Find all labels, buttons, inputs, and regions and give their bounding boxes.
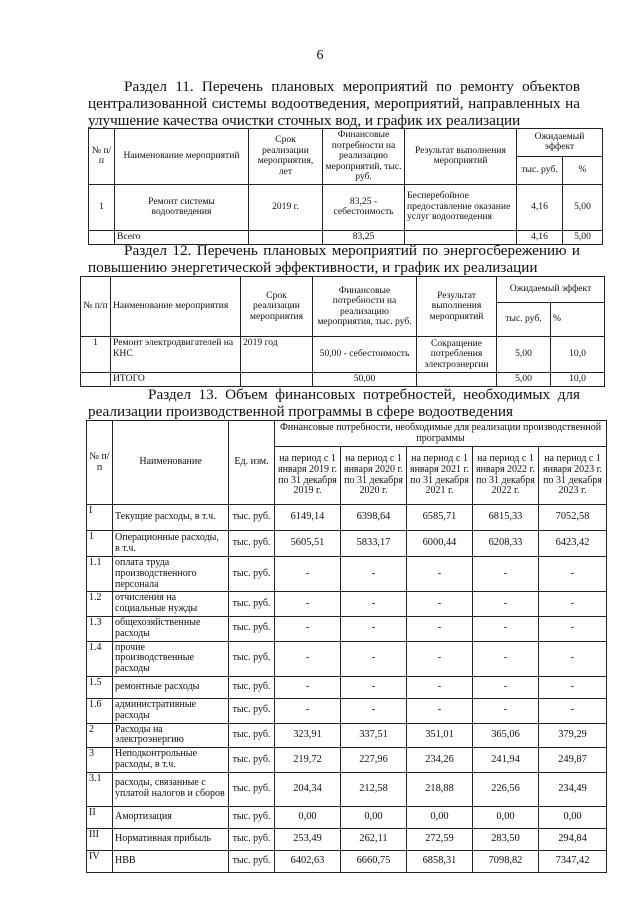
cell-name: прочие производственные расходы [113, 641, 229, 676]
cell-value: 6000,44 [407, 531, 473, 557]
cell-rub: 4,16 [517, 184, 563, 230]
cell-pct: 10,0 [551, 337, 605, 373]
cell-value: - [341, 698, 407, 723]
cell-value: - [275, 698, 341, 723]
cell-num: 1 [87, 531, 113, 557]
cell-value: - [539, 616, 607, 641]
table-row [89, 184, 603, 230]
col-header-eff-pct: % [551, 303, 605, 337]
cell-value: 227,96 [341, 748, 407, 773]
cell-unit: тыс. руб. [229, 505, 275, 531]
cell-value: 379,29 [539, 723, 607, 748]
cell-value: 6208,33 [473, 531, 539, 557]
cell-value: 6660,75 [341, 850, 407, 872]
total-row [81, 373, 605, 387]
cell-unit: тыс. руб. [229, 641, 275, 676]
table-row [81, 337, 605, 373]
cell-value: - [539, 592, 607, 617]
cell-name: административные расходы [113, 698, 229, 723]
cell-value: 204,34 [275, 772, 341, 806]
cell-value: 212,58 [341, 772, 407, 806]
col-header-term: Срок реализации мероприятия, лет [249, 129, 323, 185]
cell-value: 249,87 [539, 748, 607, 773]
table-row [87, 557, 607, 592]
table-row [87, 748, 607, 773]
col-header-period: на период с 1 января 2020 г. по 31 декабря 2020 г. [341, 447, 407, 505]
total-rub: 4,16 [517, 230, 563, 244]
cell-unit: тыс. руб. [229, 806, 275, 828]
cell-value: 0,00 [539, 806, 607, 828]
cell-num: 1.2 [87, 592, 113, 617]
cell-name: Нормативная прибыль [113, 828, 229, 850]
section-13-heading: Раздел 13. Объем финансовых потребностей, необходимых для реализации производственной программы в сфере водоотведения [88, 386, 580, 420]
cell-value: 219,72 [275, 748, 341, 773]
col-header-fin: Финансовые потребности, необходимые для реализации производственной программы [275, 421, 607, 447]
cell-value: - [275, 592, 341, 617]
cell-value: - [341, 641, 407, 676]
col-header-effect: Ожидаемый эффект [497, 277, 605, 303]
cell-value: - [341, 616, 407, 641]
cell-value: 241,94 [473, 748, 539, 773]
cell-value: - [275, 641, 341, 676]
col-header-num: № п/п [87, 421, 113, 505]
cell-value: 351,01 [407, 723, 473, 748]
table-row [87, 723, 607, 748]
cell-name: отчисления на социальные нужды [113, 592, 229, 617]
col-header-result: Результат выполнения мероприятий [417, 277, 497, 337]
cell-value: 6402,63 [275, 850, 341, 872]
col-header-term: Срок реализации мероприятия [241, 277, 313, 337]
col-header-name: Наименование мероприятия [111, 277, 241, 337]
cell-value: - [275, 676, 341, 698]
cell-rub: 5,00 [497, 337, 551, 373]
cell-pct: 5,00 [563, 184, 603, 230]
section-12-table [80, 276, 605, 387]
cell-value: 6149,14 [275, 505, 341, 531]
cell-unit: тыс. руб. [229, 828, 275, 850]
cell-unit: тыс. руб. [229, 676, 275, 698]
total-pct: 10,0 [551, 373, 605, 387]
cell-value: - [407, 592, 473, 617]
cell-value: 6423,42 [539, 531, 607, 557]
cell-unit: тыс. руб. [229, 557, 275, 592]
cell-num: III [87, 828, 113, 850]
cell-num: 1.3 [87, 616, 113, 641]
cell-value: - [275, 557, 341, 592]
col-header-result: Результат выполнения мероприятий [405, 129, 517, 185]
col-header-fin: Финансовые потребности на реализацию мероприятий, тыс. руб. [323, 129, 405, 185]
cell-value: 7052,58 [539, 505, 607, 531]
cell-value: - [407, 698, 473, 723]
cell-value: - [407, 616, 473, 641]
cell-result: Бесперебойное предоставление оказание услуг водоотведения [405, 184, 517, 230]
col-header-num: № п/п [81, 277, 111, 337]
cell-num: 1 [81, 337, 111, 373]
cell-value: 7347,42 [539, 850, 607, 872]
cell-name: Расходы на электроэнергию [113, 723, 229, 748]
total-label: Всего [115, 230, 249, 244]
col-header-effect: Ожидаемый эффект [517, 129, 603, 157]
table-row [87, 616, 607, 641]
cell-value: 323,91 [275, 723, 341, 748]
cell-value: 262,11 [341, 828, 407, 850]
cell-num: 1 [89, 184, 115, 230]
section-12-heading: Раздел 12. Перечень плановых мероприятий по энергосбережению и повышению энергетической эффективности, и график их реализации [88, 242, 580, 276]
cell-value: 6585,71 [407, 505, 473, 531]
cell-unit: тыс. руб. [229, 723, 275, 748]
cell-num: 2 [87, 723, 113, 748]
cell-name: общехозяйственные расходы [113, 616, 229, 641]
cell-value: - [407, 557, 473, 592]
cell-num: 1.6 [87, 698, 113, 723]
cell-value: 6398,64 [341, 505, 407, 531]
cell-unit: тыс. руб. [229, 748, 275, 773]
cell-value: 0,00 [473, 806, 539, 828]
cell-num: 1.1 [87, 557, 113, 592]
table-row [87, 850, 607, 872]
section-11-table [88, 128, 603, 245]
table-row [87, 641, 607, 676]
cell-value: 226,56 [473, 772, 539, 806]
cell-num: II [87, 806, 113, 828]
cell-num: 1.5 [87, 676, 113, 698]
cell-value: - [473, 557, 539, 592]
cell-value: - [407, 676, 473, 698]
col-header-name: Наименование [113, 421, 229, 505]
cell-term: 2019 г. [249, 184, 323, 230]
cell-term: 2019 год [241, 337, 313, 373]
cell-name: Амортизация [113, 806, 229, 828]
cell-num: 3.1 [87, 772, 113, 806]
table-row [87, 676, 607, 698]
cell-value: 337,51 [341, 723, 407, 748]
table-row [87, 772, 607, 806]
total-label: ИТОГО [111, 373, 241, 387]
table-row [87, 698, 607, 723]
col-header-period: на период с 1 января 2023 г. по 31 декабря 2023 г. [539, 447, 607, 505]
cell-value: - [473, 616, 539, 641]
cell-name: Операционные расходы, в т.ч. [113, 531, 229, 557]
cell-unit: тыс. руб. [229, 698, 275, 723]
cell-value: 6815,33 [473, 505, 539, 531]
cell-name: Текущие расходы, в т.ч. [113, 505, 229, 531]
col-header-eff-rub: тыс. руб. [517, 156, 563, 184]
col-header-period: на период с 1 января 2021 г. по 31 декабря 2021 г. [407, 447, 473, 505]
cell-value: 294,84 [539, 828, 607, 850]
cell-value: 253,49 [275, 828, 341, 850]
cell-unit: тыс. руб. [229, 850, 275, 872]
total-fin: 83,25 [323, 230, 405, 244]
cell-value: - [539, 676, 607, 698]
cell-value: - [407, 641, 473, 676]
cell-name: Ремонт электродвигателей на КНС [111, 337, 241, 373]
cell-value: - [341, 592, 407, 617]
col-header-name: Наименование мероприятий [115, 129, 249, 185]
cell-name: НВВ [113, 850, 229, 872]
cell-value: 5833,17 [341, 531, 407, 557]
cell-value: 7098,82 [473, 850, 539, 872]
table-row [87, 592, 607, 617]
table-row [87, 505, 607, 531]
cell-name: расходы, связанные с уплатой налогов и сборов [113, 772, 229, 806]
cell-result: Сокращение потребления электроэнергии [417, 337, 497, 373]
cell-value: 5605,51 [275, 531, 341, 557]
cell-value: - [473, 592, 539, 617]
cell-value: - [539, 698, 607, 723]
total-rub: 5,00 [497, 373, 551, 387]
cell-value: - [473, 641, 539, 676]
cell-num: 3 [87, 748, 113, 773]
table-row [87, 806, 607, 828]
cell-name: ремонтные расходы [113, 676, 229, 698]
cell-value: 0,00 [275, 806, 341, 828]
cell-value: 6858,31 [407, 850, 473, 872]
cell-value: 0,00 [341, 806, 407, 828]
col-header-eff-pct: % [563, 156, 603, 184]
cell-value: - [473, 698, 539, 723]
col-header-period: на период с 1 января 2022 г. по 31 декабря 2022 г. [473, 447, 539, 505]
page-number: 6 [316, 48, 324, 63]
cell-name: Неподконтрольные расходы, в т.ч. [113, 748, 229, 773]
total-pct: 5,00 [563, 230, 603, 244]
cell-unit: тыс. руб. [229, 531, 275, 557]
cell-unit: тыс. руб. [229, 616, 275, 641]
cell-name: оплата труда производственного персонала [113, 557, 229, 592]
cell-unit: тыс. руб. [229, 772, 275, 806]
col-header-period: на период с 1 января 2019 г. по 31 декабря 2019 г. [275, 447, 341, 505]
table-row [87, 828, 607, 850]
cell-value: 365,06 [473, 723, 539, 748]
cell-value: 0,00 [407, 806, 473, 828]
cell-num: I [87, 505, 113, 531]
cell-value: 234,49 [539, 772, 607, 806]
section-11-heading: Раздел 11. Перечень плановых мероприятий по ремонту объектов централизованной системы водоотведения, мероприятий, направленных на улучшение качества очистки сточных вод, и график их реализации [88, 78, 580, 129]
cell-value: - [341, 676, 407, 698]
cell-value: 272,59 [407, 828, 473, 850]
cell-unit: тыс. руб. [229, 592, 275, 617]
cell-value: - [341, 557, 407, 592]
col-header-unit: Ед. изм. [229, 421, 275, 505]
cell-num: 1.4 [87, 641, 113, 676]
section-13-table [86, 420, 607, 873]
cell-value: 234,26 [407, 748, 473, 773]
cell-value: - [473, 676, 539, 698]
cell-value: - [275, 616, 341, 641]
cell-value: 283,50 [473, 828, 539, 850]
cell-value: 218,88 [407, 772, 473, 806]
total-fin: 50,00 [313, 373, 417, 387]
col-header-fin: Финансовые потребности на реализацию мероприятия, тыс. руб. [313, 277, 417, 337]
cell-value: - [539, 641, 607, 676]
cell-num: IV [87, 850, 113, 872]
cell-value: - [539, 557, 607, 592]
table-row [87, 531, 607, 557]
col-header-num: № п/п [89, 129, 115, 185]
col-header-eff-rub: тыс. руб. [497, 303, 551, 337]
cell-name: Ремонт системы водоотведения [115, 184, 249, 230]
cell-fin: 50,00 - себестоимость [313, 337, 417, 373]
cell-fin: 83,25 - себестоимость [323, 184, 405, 230]
